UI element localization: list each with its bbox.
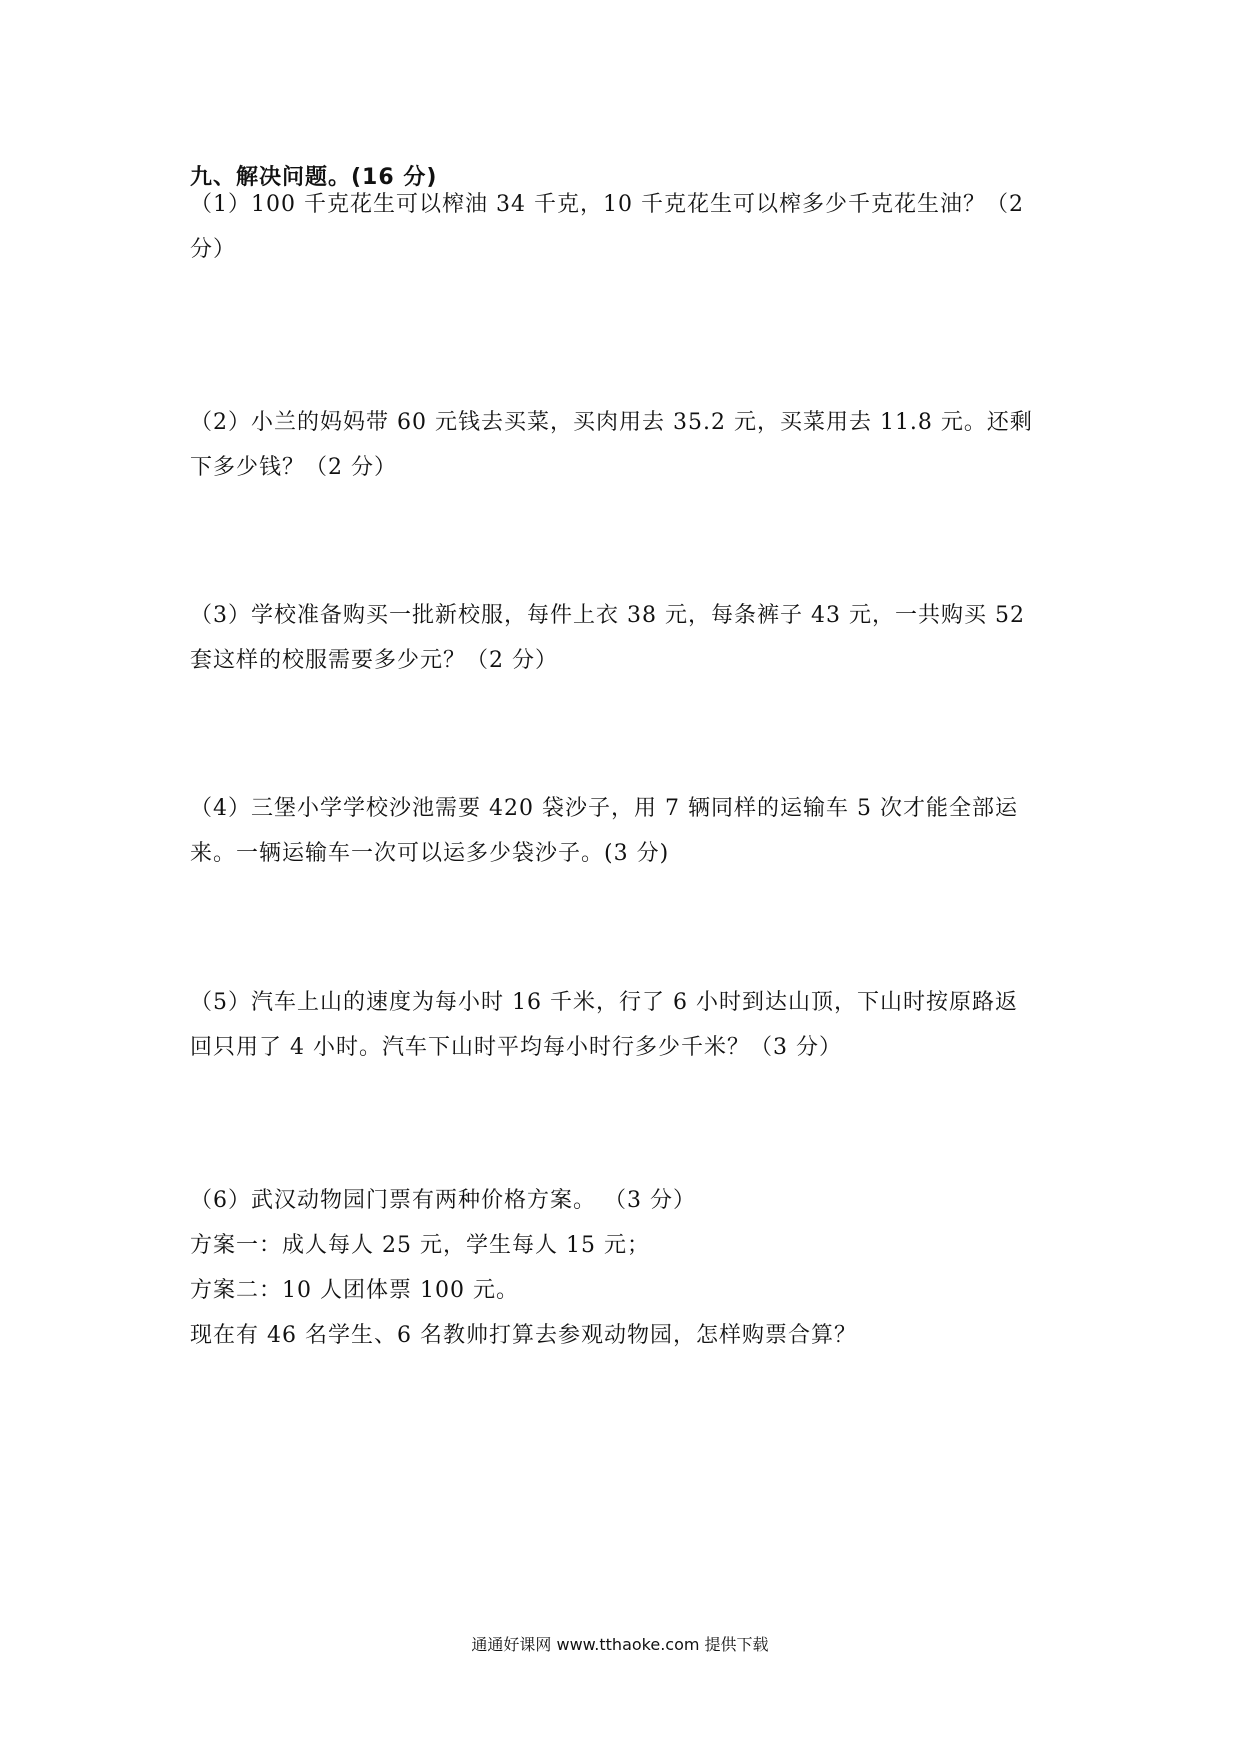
problem-6-line-4: 现在有 46 名学生、6 名教帅打算去参观动物园，怎样购票合算？ [190,1323,857,1348]
problem-4-line-1: （4）三堡小学学校沙池需要 420 袋沙子，用 7 辆同样的运输车 5 次才能全部运 [190,796,1018,821]
problem-5-line-2: 回只用了 4 小时。汽车下山时平均每小时行多少千米？（3 分） [190,1035,842,1060]
problem-1-line-1: （1）100 千克花生可以榨油 34 千克，10 千克花生可以榨多少千克花生油？（2 [190,192,1024,217]
problem-3 [190,593,1070,683]
problem-5 [190,980,1070,1070]
problem-2-line-1: （2）小兰的妈妈带 60 元钱去买菜，买肉用去 35.2 元，买菜用去 11.8 元。还剩 [190,410,1033,435]
problem-1-line-2: 分） [190,237,237,262]
problem-3-line-2: 套这样的校服需要多少元？（2 分） [190,648,558,673]
problem-6-line-2: 方案一：成人每人 25 元，学生每人 15 元； [190,1233,650,1258]
problem-4 [190,786,1070,876]
problem-6-line-3: 方案二：10 人团体票 100 元。 [190,1278,519,1303]
problem-6 [190,1178,1070,1358]
problem-6-line-1: （6）武汉动物园门票有两种价格方案。 （3 分） [190,1188,696,1213]
section-title: 九、解决问题。(16 分) [190,165,438,190]
problem-2-line-2: 下多少钱？（2 分） [190,455,397,480]
problem-4-line-2: 来。一辆运输车一次可以运多少袋沙子。(3 分) [190,841,670,866]
page-footer: 通通好课网 www.tthaoke.com 提供下载 [471,1635,769,1654]
problem-3-line-1: （3）学校准备购买一批新校服，每件上衣 38 元，每条裤子 43 元，一共购买 52 [190,603,1025,628]
problem-1 [190,182,1070,272]
problem-2 [190,400,1070,490]
problem-5-line-1: （5）汽车上山的速度为每小时 16 千米，行了 6 小时到达山顶，下山时按原路返 [190,990,1018,1015]
